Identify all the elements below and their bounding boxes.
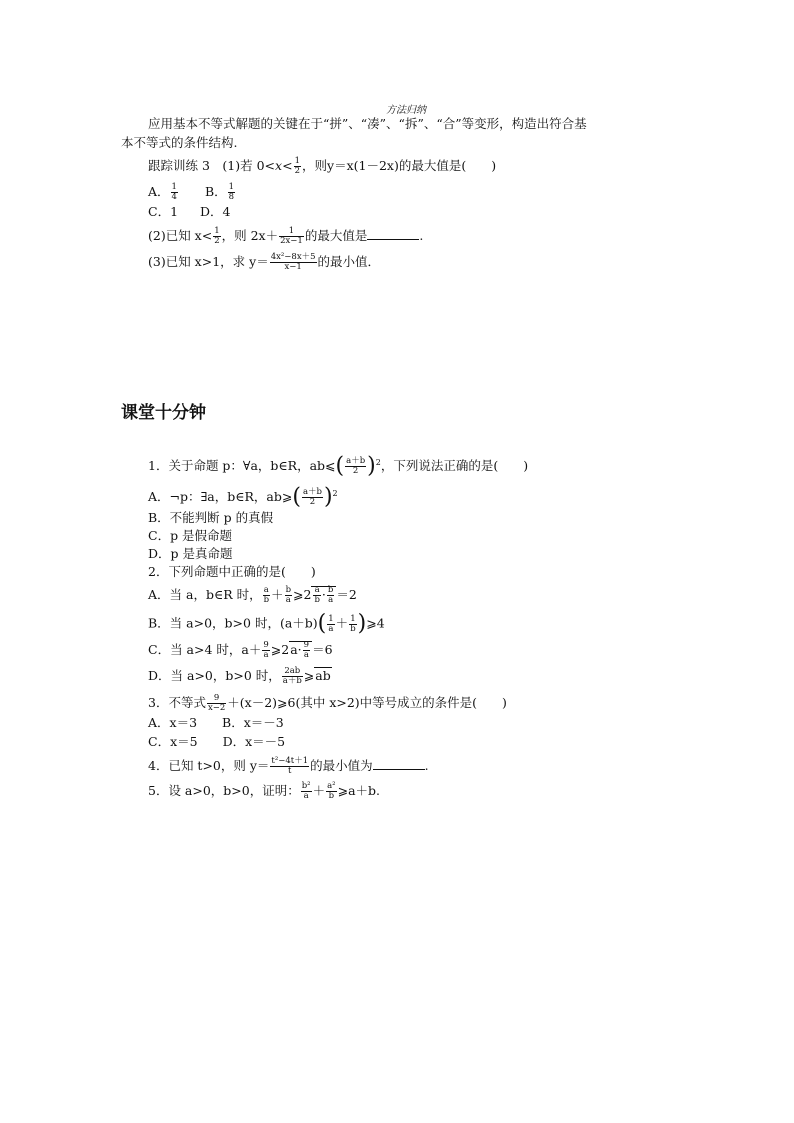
answer-blank bbox=[367, 228, 419, 240]
quiz-q1: 1．关于命题 p：∀a，b∈R，ab⩽( $\frac{a+b}{2}$ )$^2$，下列说法正确的是( ) bbox=[148, 453, 529, 479]
quiz-q1-option-d: D．p 是真命题 bbox=[148, 546, 233, 561]
track3-q2: (2)已知 x< $\frac{1}{2}$ ，则 2x＋ $\frac{1}{2x-1}$ 的最大值是 . bbox=[148, 226, 424, 246]
quiz-q3: 3．不等式 $\frac{9}{x-2}$ ＋(x－2)⩾6(其中 x>2)中等号成立的条件是( ) bbox=[148, 693, 507, 713]
quiz-q1-option-b: B．不能判断 p 的真假 bbox=[148, 510, 274, 525]
method-text-line-1: 应用基本不等式解题的关键在于“拼”、“凑”、“拆”、“合”等变形，构造出符合基 bbox=[148, 116, 587, 131]
quiz-q2-option-a: A．当 a，b∈R 时， $\frac{a}{b}$ ＋ $\frac{b}{a}$ ⩾2 $\frac{a}{b}$ · $\frac{b}{a}$ ＝2 bbox=[148, 585, 357, 605]
track3-q3: (3)已知 x>1，求 y＝ $\frac{\text{4x²−8x＋5}}{x-1}$ 的最小值． bbox=[148, 252, 381, 272]
quiz-q5: 5．设 a>0，b>0，证明： $\frac{\text{b²}}{a}$ ＋ $\frac{\text{a²}}{b}$ ⩾a＋b. bbox=[148, 781, 380, 801]
track3-options-ab: A． $\frac{1}{4}$ B． $\frac{1}{8}$ bbox=[148, 182, 235, 202]
quiz-q3-options-ab: A．x＝3 B．x＝－3 bbox=[148, 715, 284, 730]
quiz-q2-option-b: B．当 a>0，b>0 时，(a＋b)( $\frac{1}{a}$ ＋ $\frac{1}{b}$ )⩾4 bbox=[148, 611, 385, 636]
section-title: 方法归纳 bbox=[386, 105, 426, 116]
quiz-q2-option-c: C．当 a>4 时，a＋ $\frac{9}{a}$ ⩾2a· $\frac{9}{a}$ ＝6 bbox=[148, 640, 333, 660]
quiz-q2: 2．下列命题中正确的是( ) bbox=[148, 564, 316, 579]
quiz-q2-option-d: D．当 a>0，b>0 时， $\frac{2ab}{a+b}$ ⩾ab bbox=[148, 666, 331, 686]
track3-options-cd: C．1 D．4 bbox=[148, 204, 231, 219]
track3-q1: 跟踪训练 3 (1)若 0<x< $\frac{1}{2}$ ，则y＝x(1－2x)的最大值是( ) bbox=[148, 156, 497, 176]
quiz-q1-option-c: C．p 是假命题 bbox=[148, 528, 233, 543]
quiz-q3-options-cd: C．x＝5 D．x＝－5 bbox=[148, 734, 286, 749]
quiz-q4: 4．已知 t>0，则 y＝ $\frac{\text{t²−4t＋1}}{t}$ 的最小值为 . bbox=[148, 756, 429, 776]
quiz-q1-option-a: A．¬p：∃a，b∈R，ab⩾( $\frac{a+b}{2}$ )$^2$ bbox=[148, 484, 338, 510]
section-heading: 课堂十分钟 bbox=[121, 403, 206, 423]
method-text-line-2: 本不等式的条件结构. bbox=[121, 135, 238, 150]
answer-blank bbox=[373, 758, 425, 770]
